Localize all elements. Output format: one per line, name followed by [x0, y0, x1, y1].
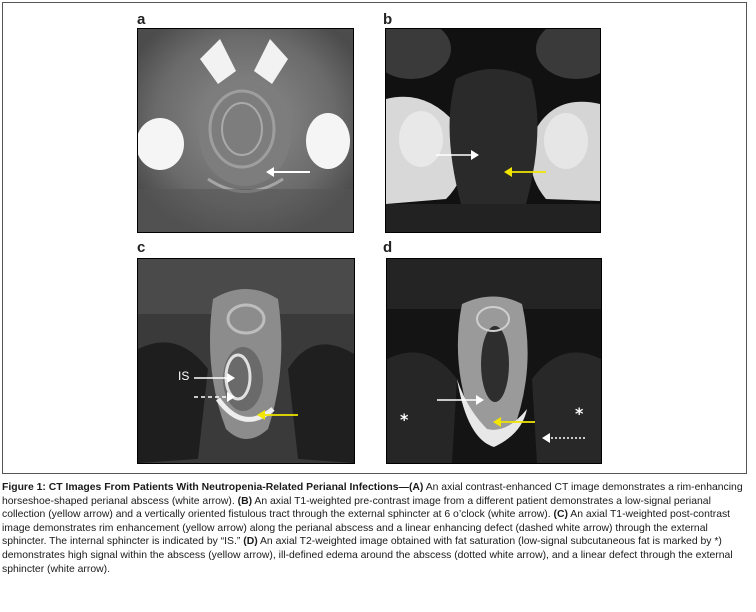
fat-marker-star-right: * [575, 404, 584, 423]
panel-letter-b: b [383, 11, 393, 28]
figure-caption [2, 481, 750, 576]
panel-letter-c: c [137, 239, 146, 256]
panel-a-ct-image [137, 28, 354, 233]
caption-tag-b: (B) [237, 495, 253, 507]
panel-b-t1-image [385, 28, 601, 233]
caption-text-c: An axial T1-weighted post-contrast image demonstrates rim enhancement (yellow arrow) along the perianal abscess and a linear enhancing defect (dashed white arrow) through the external sphincter. The internal sphincter is indicated by “IS.” [2, 509, 731, 548]
fat-marker-star-left: * [400, 410, 409, 429]
caption-text-d: An axial T2-weighted image obtained with fat saturation (low-signal subcutaneous fat is marked by *) demonstrates high signal within the abscess (yellow arrow), ill-defined edema around the abscess (dotted white arrow), and a linear defect through the external sphincter (white arrow). [2, 536, 733, 575]
caption-text-a: An axial contrast-enhanced CT image demonstrates a rim-enhancing horseshoe-shaped perianal abscess (white arrow). [2, 482, 743, 507]
figure-frame [2, 2, 747, 474]
panel-d-t2-image [386, 258, 602, 464]
caption-title: Figure 1: CT Images From Patients With Neutropenia-Related Perianal Infections— [2, 482, 409, 493]
panel-letter-d: d [383, 239, 393, 256]
panel-c-t1-post-image [137, 258, 355, 464]
panel-letter-a: a [137, 11, 146, 28]
caption-tag-c: (C) [553, 509, 568, 521]
caption-tag-d: (D) [243, 536, 258, 548]
internal-sphincter-label: IS [178, 369, 190, 383]
caption-tag-a: (A) [408, 482, 424, 493]
caption-text-b: An axial T1-weighted pre-contrast image from a different patient demonstrates a low-signal perianal collection (yellow arrow) and a vertically oriented fistulous tract through the external sphincter at 6 o’clock (white arrow). [2, 495, 711, 521]
